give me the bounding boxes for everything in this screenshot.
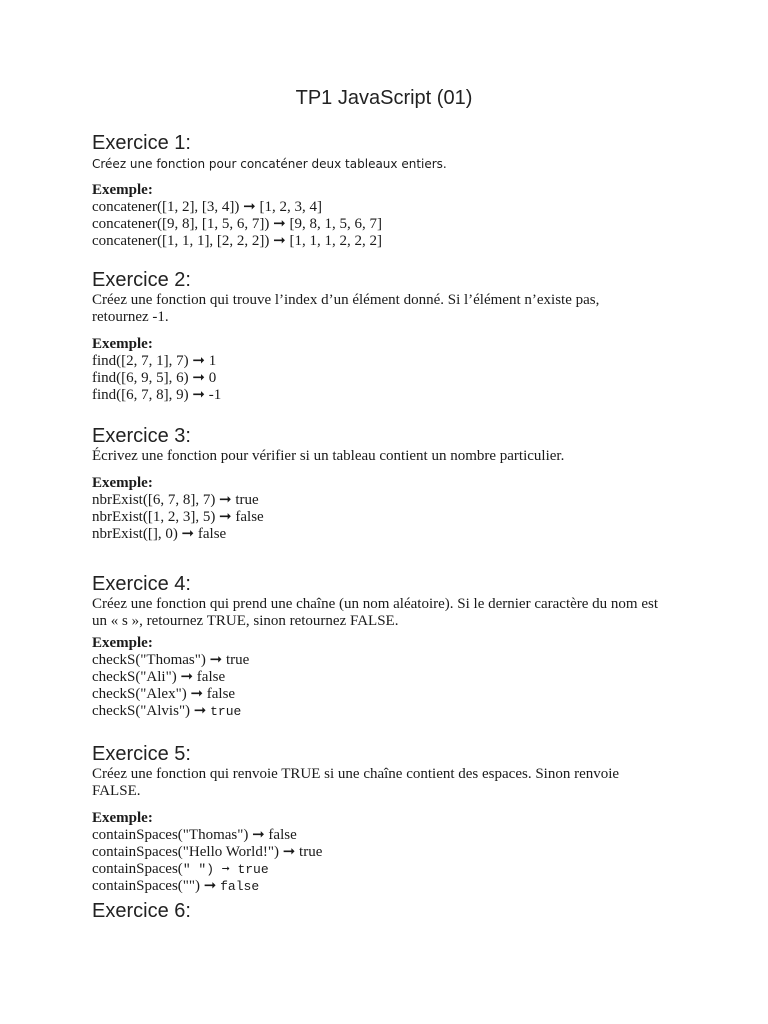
exercise-4 bbox=[92, 572, 692, 720]
exercise-2-example-label: Exemple: bbox=[92, 336, 153, 352]
exercise-3-example-line: nbrExist([1, 2, 3], 5) ➞ false bbox=[92, 509, 264, 525]
exercise-4-description-line: un « s », retournez TRUE, sinon retournez FALSE. bbox=[92, 613, 399, 629]
exercise-3-heading: Exercice 3: bbox=[92, 425, 191, 447]
exercise-2-example-line: find([6, 7, 8], 9) ➞ -1 bbox=[92, 387, 222, 403]
exercise-3-example-label: Exemple: bbox=[92, 475, 153, 491]
exercise-4-example-line: checkS("Thomas") ➞ true bbox=[92, 652, 250, 668]
exercise-5-line3-args: " ") ➞ true bbox=[182, 862, 269, 877]
exercise-2-example-line: find([6, 9, 5], 6) ➞ 0 bbox=[92, 370, 217, 386]
exercise-2-example-line: find([2, 7, 1], 7) ➞ 1 bbox=[92, 353, 217, 369]
exercise-1-example-line: concatener([9, 8], [1, 5, 6, 7]) ➞ [9, 8, 1, 5, 6, 7] bbox=[92, 216, 382, 232]
exercise-4-last-result: true bbox=[210, 704, 242, 719]
exercise-5-description-line: FALSE. bbox=[92, 783, 141, 799]
exercise-5-heading: Exercice 5: bbox=[92, 743, 191, 765]
exercise-1-heading: Exercice 1: bbox=[92, 132, 191, 154]
exercise-6-heading: Exercice 6: bbox=[92, 900, 191, 922]
exercise-2-description-line: retournez -1. bbox=[92, 309, 169, 325]
document-title: TP1 JavaScript (01) bbox=[295, 87, 473, 109]
exercise-4-description-line: Créez une fonction qui prend une chaîne (un nom aléatoire). Si le dernier caractère du nom est bbox=[92, 596, 659, 612]
exercise-5 bbox=[92, 742, 692, 895]
exercise-2-heading: Exercice 2: bbox=[92, 269, 191, 291]
exercise-4-example-line bbox=[92, 703, 692, 720]
exercise-5-line4-call: containSpaces("") ➞ bbox=[92, 878, 221, 894]
exercise-1 bbox=[92, 131, 692, 250]
exercise-4-heading: Exercice 4: bbox=[92, 573, 191, 595]
exercise-4-last-call: checkS("Alvis") ➞ bbox=[92, 703, 211, 719]
exercise-5-line3-call: containSpaces( bbox=[92, 861, 183, 877]
exercise-1-example-label: Exemple: bbox=[92, 182, 153, 198]
exercise-6 bbox=[92, 899, 692, 923]
exercise-5-example-line bbox=[92, 861, 692, 878]
exercise-4-example-label: Exemple: bbox=[92, 635, 153, 651]
exercise-3-example-line: nbrExist([6, 7, 8], 7) ➞ true bbox=[92, 492, 259, 508]
exercise-1-description: Créez une fonction pour concaténer deux tableaux entiers. bbox=[92, 157, 447, 171]
exercise-5-example-label: Exemple: bbox=[92, 810, 153, 826]
exercise-5-example-line: containSpaces("Thomas") ➞ false bbox=[92, 827, 297, 843]
exercise-5-example-line bbox=[92, 878, 692, 895]
exercise-4-example-line: checkS("Alex") ➞ false bbox=[92, 686, 236, 702]
exercise-3 bbox=[92, 424, 692, 543]
exercise-4-example-line: checkS("Ali") ➞ false bbox=[92, 669, 226, 685]
exercise-1-example-line: concatener([1, 2], [3, 4]) ➞ [1, 2, 3, 4] bbox=[92, 199, 322, 215]
exercise-1-example-line: concatener([1, 1, 1], [2, 2, 2]) ➞ [1, 1, 1, 2, 2, 2] bbox=[92, 233, 382, 249]
exercise-5-description-line: Créez une fonction qui renvoie TRUE si une chaîne contient des espaces. Sinon renvoie bbox=[92, 766, 620, 782]
exercise-2-description-line: Créez une fonction qui trouve l’index d’un élément donné. Si l’élément n’existe pas, bbox=[92, 292, 600, 308]
exercise-2 bbox=[92, 268, 692, 404]
exercise-3-description: Écrivez une fonction pour vérifier si un tableau contient un nombre particulier. bbox=[92, 448, 565, 464]
exercise-5-example-line: containSpaces("Hello World!") ➞ true bbox=[92, 844, 323, 860]
exercise-3-example-line: nbrExist([], 0) ➞ false bbox=[92, 526, 227, 542]
exercise-5-line4-result: false bbox=[220, 879, 260, 894]
